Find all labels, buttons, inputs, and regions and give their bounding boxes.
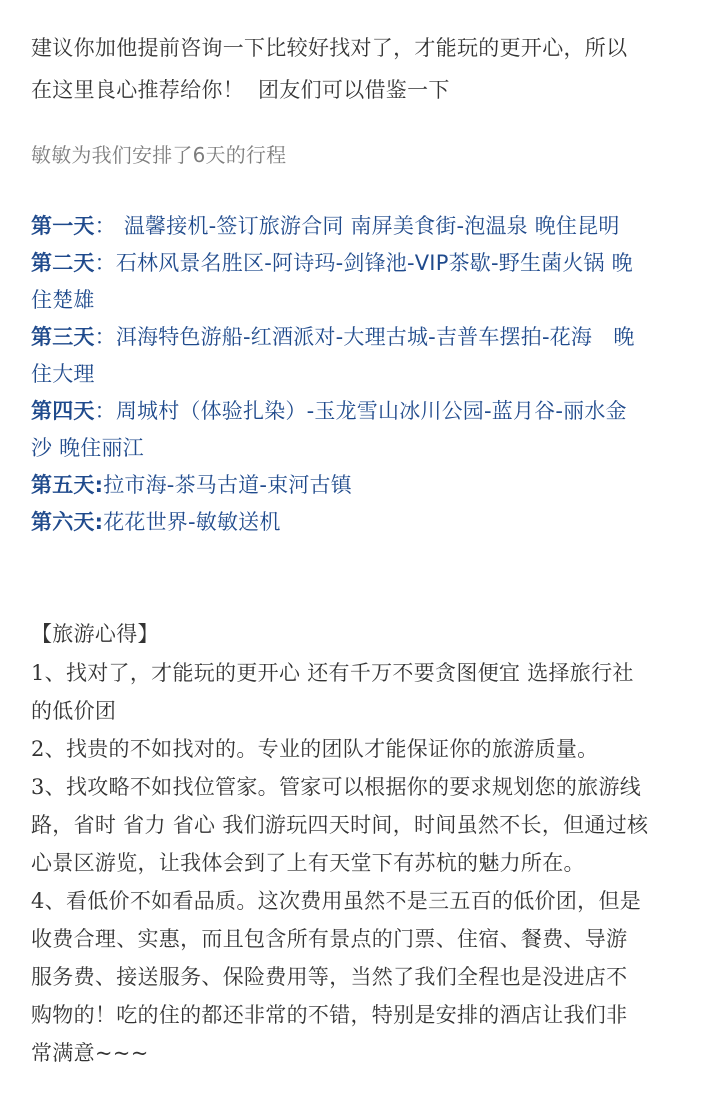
- day-plan-line: 温馨接机-签订旅游合同 南屏美食街-泡温泉 晚住昆明: [123, 214, 620, 238]
- experience-text: 3、找攻略不如找位管家。管家可以根据你的要求规划您的旅游线: [31, 775, 642, 799]
- itinerary-day-2-cont: [31, 288, 95, 313]
- itinerary-day-4: [31, 399, 627, 424]
- day-plan-line: 拉市海-茶马古道-束河古镇: [103, 473, 352, 497]
- intro-text-2b: 团友们可以借鉴一下: [258, 78, 450, 102]
- day-sep: ：: [94, 325, 116, 349]
- experience-line: [31, 699, 116, 724]
- itinerary-day-3: [31, 325, 635, 350]
- intro-line-2: [31, 78, 450, 103]
- day-plan-line: 住大理: [31, 362, 95, 386]
- itinerary-day-2: [31, 251, 633, 276]
- experience-line: [31, 661, 634, 686]
- day-plan-line: 周城村（体验扎染）-玉龙雪山冰川公园-蓝月谷-丽水金: [115, 399, 627, 423]
- experience-line: [31, 1003, 627, 1028]
- schedule-intro: [31, 143, 286, 167]
- day-sep: ：: [94, 214, 116, 238]
- experience-line: [31, 813, 648, 838]
- day-plan-line: 洱海特色游船-红酒派对-大理古城-吉普车摆拍-花海 晚: [115, 325, 635, 349]
- day-sep: ：: [94, 399, 116, 423]
- experience-text: 心景区游览，让我体会到了上有天堂下有苏杭的魅力所在。: [31, 851, 585, 875]
- day-label: 第四天: [31, 399, 95, 423]
- day-label: 第五天:: [31, 473, 104, 497]
- experience-line: [31, 1041, 149, 1066]
- intro-line-1: [31, 36, 627, 61]
- intro-text-1: 建议你加他提前咨询一下比较好找对了，才能玩的更开心，所以: [31, 36, 628, 60]
- day-plan-line: 住楚雄: [31, 288, 95, 312]
- experience-text: 2、找贵的不如找对的。专业的团队才能保证你的旅游质量。: [31, 737, 599, 761]
- itinerary-day-1: [31, 214, 620, 239]
- itinerary-day-3-cont: [31, 362, 95, 387]
- day-label: 第三天: [31, 325, 95, 349]
- experience-text: 常满意~~~: [31, 1041, 149, 1065]
- experience-heading-text: 【旅游心得】: [31, 622, 159, 646]
- itinerary-day-5: [31, 473, 352, 498]
- day-plan-line: 沙 晚住丽江: [31, 436, 144, 460]
- experience-line: [31, 965, 627, 990]
- experience-line: [31, 775, 641, 800]
- day-plan-line: 石林风景名胜区-阿诗玛-剑锋池-VIP茶歇-野生菌火锅 晚: [115, 251, 633, 275]
- experience-text: 购物的！吃的住的都还非常的不错，特别是安排的酒店让我们非: [31, 1003, 628, 1027]
- experience-text: 收费合理、实惠，而且包含所有景点的门票、住宿、餐费、导游: [31, 927, 628, 951]
- experience-line: [31, 889, 641, 914]
- experience-text: 1、找对了，才能玩的更开心 还有千万不要贪图便宜 选择旅行社: [31, 661, 634, 685]
- day-sep: ：: [94, 251, 116, 275]
- experience-text: 服务费、接送服务、保险费用等，当然了我们全程也是没进店不: [31, 965, 628, 989]
- experience-line: [31, 851, 585, 876]
- day-label: 第一天: [31, 214, 95, 238]
- itinerary-day-6: [31, 510, 281, 535]
- experience-line: [31, 927, 627, 952]
- experience-text: 的低价团: [31, 699, 117, 723]
- day-label: 第二天: [31, 251, 95, 275]
- schedule-intro-text: 敏敏为我们安排了6天的行程: [31, 143, 287, 167]
- experience-heading: [31, 622, 159, 647]
- experience-text: 4、看低价不如看品质。这次费用虽然不是三五百的低价团，但是: [31, 889, 642, 913]
- experience-text: 路，省时 省力 省心 我们游玩四天时间，时间虽然不长，但通过核: [31, 813, 649, 837]
- intro-text-2a: 在这里良心推荐给你！: [31, 78, 244, 102]
- itinerary-day-4-cont: [31, 436, 144, 461]
- day-plan-line: 花花世界-敏敏送机: [103, 510, 281, 534]
- day-label: 第六天:: [31, 510, 104, 534]
- experience-line: [31, 737, 598, 762]
